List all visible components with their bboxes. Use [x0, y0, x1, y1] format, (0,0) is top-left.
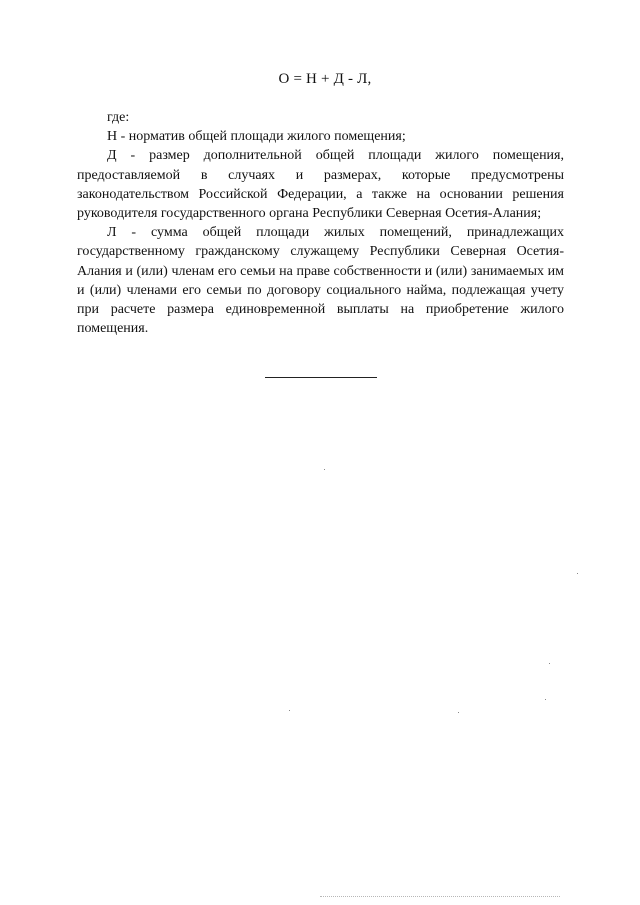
paragraph-definition-l: Л - сумма общей площади жилых помещений, принадлежащих государственному гражданскому служащему Республики Северная Осетия-Алания и (или) членам его семьи на праве собственности и (или) занимаемых им и (или) членами его семьи по договору социального найма, подлежащая учету при расчете размера единовременной выплаты на приобретение жилого помещения.	[77, 225, 564, 337]
scan-artifact	[545, 699, 546, 700]
scan-artifact	[577, 573, 578, 574]
scan-artifact	[289, 710, 290, 711]
paragraph-where: где:	[107, 110, 130, 125]
paragraph-definition-n: Н - норматив общей площади жилого помещения;	[107, 129, 406, 145]
formula: О = Н + Д - Л,	[278, 71, 372, 87]
separator-line	[265, 377, 377, 378]
scan-artifact	[324, 469, 325, 470]
scan-artifact	[549, 663, 550, 664]
paragraph-definition-d: Д - размер дополнительной общей площади жилого помещения, предоставляемой в случаях и размерах, которые предусмотрены законодательством Российской Федерации, а также на основании решения руководителя государственного органа Республики Северная Осетия-Алания;	[77, 148, 564, 222]
definitions-text	[77, 108, 564, 338]
scan-artifact	[458, 712, 459, 713]
scan-artifact-line	[320, 896, 560, 897]
